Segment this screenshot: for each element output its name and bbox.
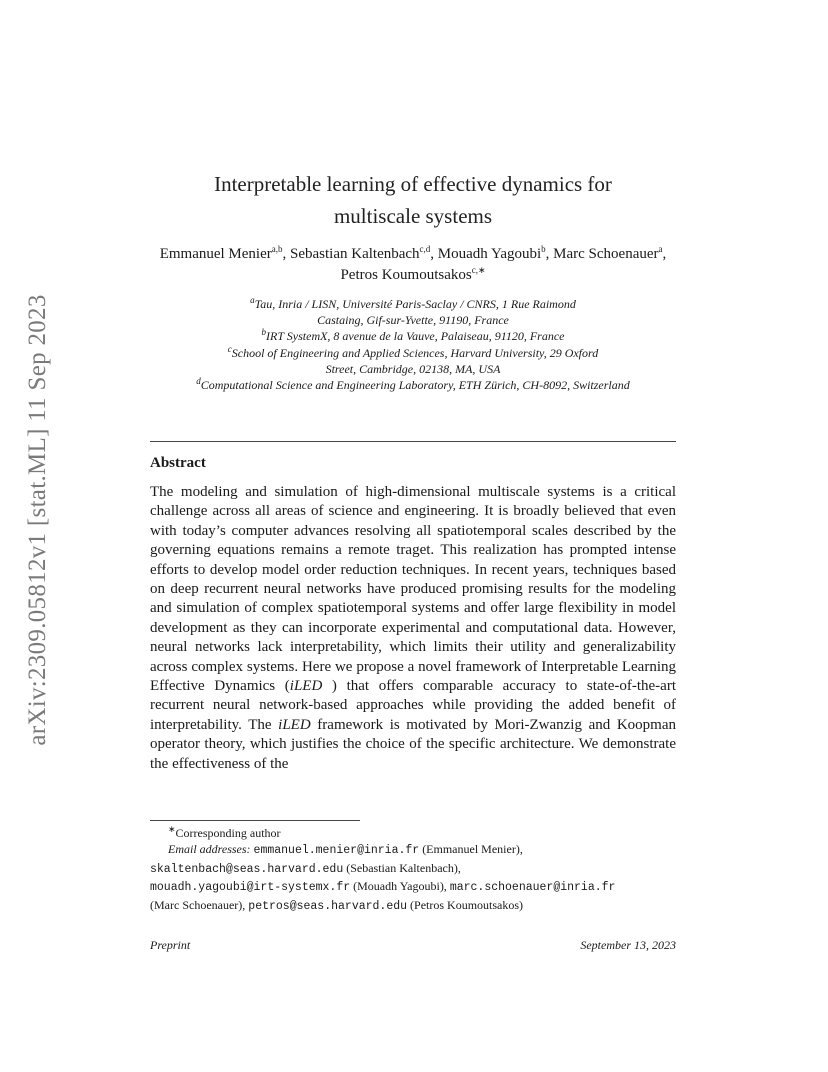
author-4: Marc Schoenauer$^a$, [553,244,667,262]
author-2: Sebastian Kaltenbach$^{c,d}$, [290,244,438,262]
email-yagoubi-link[interactable]: mouadh.yagoubi@irt-systemx.fr [150,881,351,895]
title-line-1: Interpretable learning of effective dynamics for [214,172,612,196]
email-line-2: skaltenbach@seas.harvard.edu (Sebastian Kaltenbach), [150,860,461,876]
author-5: Petros Koumoutsakos$^{c,∗}$ [340,265,486,283]
footer-preprint: Preprint [150,938,191,952]
affiliation-c: $^c$School of Engineering and Applied Sciences, Harvard University, 29 Oxford Street, Cambridge, 02138, MA, USA [227,343,599,376]
affiliation-b: $^b$IRT SystemX, 8 avenue de la Vauve, Palaiseau, 91120, France [261,327,565,344]
footnote [150,825,690,915]
email-schoenauer-link[interactable]: marc.schoenauer@inria.fr [449,881,616,895]
paper-title [150,168,676,232]
footnote-divider [150,820,360,821]
email-menier-link[interactable]: emmanuel.menier@inria.fr [253,844,420,858]
email-kaltenbach-link[interactable]: skaltenbach@seas.harvard.edu [150,862,344,876]
title-line-2: multiscale systems [333,204,493,228]
arxiv-identifier: arXiv:2309.05812v1 [stat.ML] 11 Sep 2023 [24,294,51,746]
corresponding-author-note: ∗Corresponding author [168,824,281,840]
abstract-heading: Abstract [150,455,206,471]
author-1: Emmanuel Menier$^{a,b}$, [159,244,290,262]
email-koumoutsakos-link[interactable]: petros@seas.harvard.edu [248,899,408,913]
email-line-1: Email addresses: emmanuel.menier@inria.fr (Emmanuel Menier), [168,842,523,858]
footer-date: September 13, 2023 [580,938,676,952]
abstract-text: The modeling and simulation of high-dimensional multiscale systems is a critical challenge across all areas of science and engineering. It is broadly believed that even with today’s computer advances resolving all spatiotemporal scales described by the governing equations remains a remote traget. This realization has prompted intense efforts to develop model order reduction techniques. In recent years, techniques based on deep recurrent neural networks have produced promising results for the modeling and simulation of complex spatiotemporal systems and offer large flexibility in model development as they can incorporate experimental and computational data. However, neural networks lack interpretability, which limits their utility and generalizability across complex systems. Here we propose a novel framework of Interpretable Learning Effective Dynamics (iLED ) that offers comparable accuracy to state-of-the-art recurrent neural network-based approaches while providing the added benefit of interpretability. The iLED framework is motivated by Mori-Zwanzig and Koopman operator theory, which justifies the choice of the specific architecture. We demonstrate the effectiveness of the [150,484,676,772]
affiliation-d: $^d$Computational Science and Engineering Laboratory, ETH Zürich, CH-8092, Switzerland [196,376,630,393]
email-line-3: mouadh.yagoubi@irt-systemx.fr (Mouadh Yagoubi), marc.schoenauer@inria.fr [150,879,616,895]
abstract-divider [150,441,676,442]
author-3: Mouadh Yagoubi$^b$, [437,244,554,262]
email-line-4: (Marc Schoenauer), petros@seas.harvard.edu (Petros Koumoutsakos) [150,897,524,913]
arxiv-sidebar [0,0,60,1072]
affiliation-a: $^a$Tau, Inria / LISN, Université Paris-Saclay / CNRS, 1 Rue Raimond Castaing, Gif-sur-Yvette, 91190, France [250,295,576,328]
affiliation-list [140,296,686,393]
author-list [150,244,676,286]
